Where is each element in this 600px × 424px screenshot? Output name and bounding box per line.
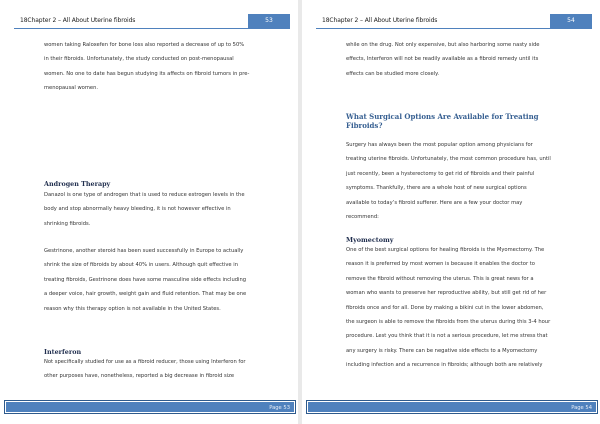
text-line: including infection and a recurrence in fibroids; although both are relatively bbox=[346, 362, 543, 369]
running-header: 18Chapter 2 – All About Uterine fibroids bbox=[20, 17, 136, 24]
page-footer bbox=[4, 400, 296, 414]
text-line: shrink the size of fibroids by about 40% in users. Although quit effective in bbox=[44, 262, 238, 269]
heading-surgical-options bbox=[346, 113, 586, 130]
text-line: shrinking fibroids. bbox=[44, 220, 91, 227]
footer-page-label: Page 53 bbox=[269, 405, 290, 411]
page-number-badge bbox=[550, 14, 592, 28]
text-line: the surgeon is able to remove the fibroids from the uterus during this 3-4 hour bbox=[346, 319, 551, 326]
text-line: Surgery has always been the most popular option among physicians for bbox=[346, 142, 533, 148]
text-line: symptoms. Thankfully, there are a whole host of new surgical options bbox=[346, 185, 527, 192]
text-line: just recently, been a hysterectomy to get rid of fibroids and their painful bbox=[346, 170, 535, 177]
page-54 bbox=[302, 0, 600, 424]
text-line: woman who wants to preserve her reproductive ability, but still get rid of her bbox=[346, 290, 547, 297]
text-line: treating fibroids, Gestrinone does have some masculine side effects including bbox=[44, 276, 247, 283]
heading-interferon: Interferon bbox=[44, 348, 82, 356]
text-line: menopausal women. bbox=[44, 85, 99, 92]
page-number-badge bbox=[248, 14, 290, 28]
header-rule bbox=[316, 28, 592, 29]
text-line: Not specifically studied for use as a fibroid reducer, those using Interferon for bbox=[44, 359, 246, 365]
text-line: One of the best surgical options for healing fibroids is the Myomectomy. The bbox=[346, 247, 545, 253]
paragraph-interferon-cont bbox=[346, 38, 592, 81]
footer-bar bbox=[6, 402, 294, 412]
text-line: in their fibroids. Unfortunately, the study conducted on post-menopausal bbox=[44, 56, 234, 63]
text-line: Danazol is one type of androgen that is used to reduce estrogen levels in the bbox=[44, 192, 245, 198]
text-line: reason it is preferred by most women is because it enables the doctor to bbox=[346, 261, 535, 268]
page-footer bbox=[306, 400, 598, 414]
paragraph-interferon bbox=[44, 355, 290, 384]
footer-page-label: Page 54 bbox=[571, 405, 592, 411]
text-line: women taking Raloxefen for bone loss also reported a decrease of up to 50% bbox=[44, 42, 245, 48]
text-line: women. No one to date has begun studying its affects on fibroid tumors in pre- bbox=[44, 70, 250, 77]
paragraph-danazol bbox=[44, 188, 290, 231]
text-line: procedure. Lest you think that it is not a serious procedure, let me stress that bbox=[346, 333, 548, 340]
heading-line: What Surgical Options Are Available for Treating bbox=[346, 112, 539, 121]
page-number: 54 bbox=[567, 17, 575, 24]
footer-bar bbox=[308, 402, 596, 412]
text-line: body and stop abnormally heavy bleeding, it is not however effective in bbox=[44, 206, 231, 213]
paragraph-raloxefen bbox=[44, 38, 290, 96]
header-rule bbox=[14, 28, 290, 29]
text-line: treating uterine fibroids. Unfortunately, the most common procedure has, until bbox=[346, 156, 551, 163]
text-line: effects, Interferon will not be readily available as a fibroid remedy until its bbox=[346, 56, 539, 63]
running-header: 18Chapter 2 – All About Uterine fibroids bbox=[322, 17, 438, 24]
text-line: a deeper voice, hair growth, weight gain and fluid retention. That may be one bbox=[44, 291, 247, 298]
page-number: 53 bbox=[265, 17, 273, 24]
text-line: other purposes have, nonetheless, reported a big decrease in fibroid size bbox=[44, 373, 235, 380]
text-line: available to today’s fibroid sufferer. Here are a few your doctor may bbox=[346, 199, 523, 206]
text-line: fibroids once and for all. Done by making a bikini cut in the lower abdomen, bbox=[346, 304, 544, 311]
text-line: effects can be studied more closely. bbox=[346, 70, 440, 77]
text-line: recommend: bbox=[346, 214, 379, 221]
page-53 bbox=[0, 0, 298, 424]
heading-line: Fibroids? bbox=[346, 120, 383, 130]
text-line: while on the drug. Not only expensive, but also harboring some nasty side bbox=[346, 42, 540, 48]
heading-androgen-therapy: Androgen Therapy bbox=[44, 180, 111, 188]
paragraph-gestrinone bbox=[44, 244, 290, 316]
text-line: remove the fibroid without removing the uterus. This is great news for a bbox=[346, 275, 534, 282]
paragraph-surgery bbox=[346, 138, 592, 224]
text-line: Gestrinone, another steroid has been sued successfully in Europe to actually bbox=[44, 248, 244, 254]
text-line: reason why this therapy option is not available in the United States. bbox=[44, 305, 221, 312]
heading-myomectomy: Myomectomy bbox=[346, 236, 394, 244]
text-line: any surgery is risky. There can be negative side effects to a Myomectomy bbox=[346, 347, 538, 354]
paragraph-myomectomy bbox=[346, 243, 592, 373]
